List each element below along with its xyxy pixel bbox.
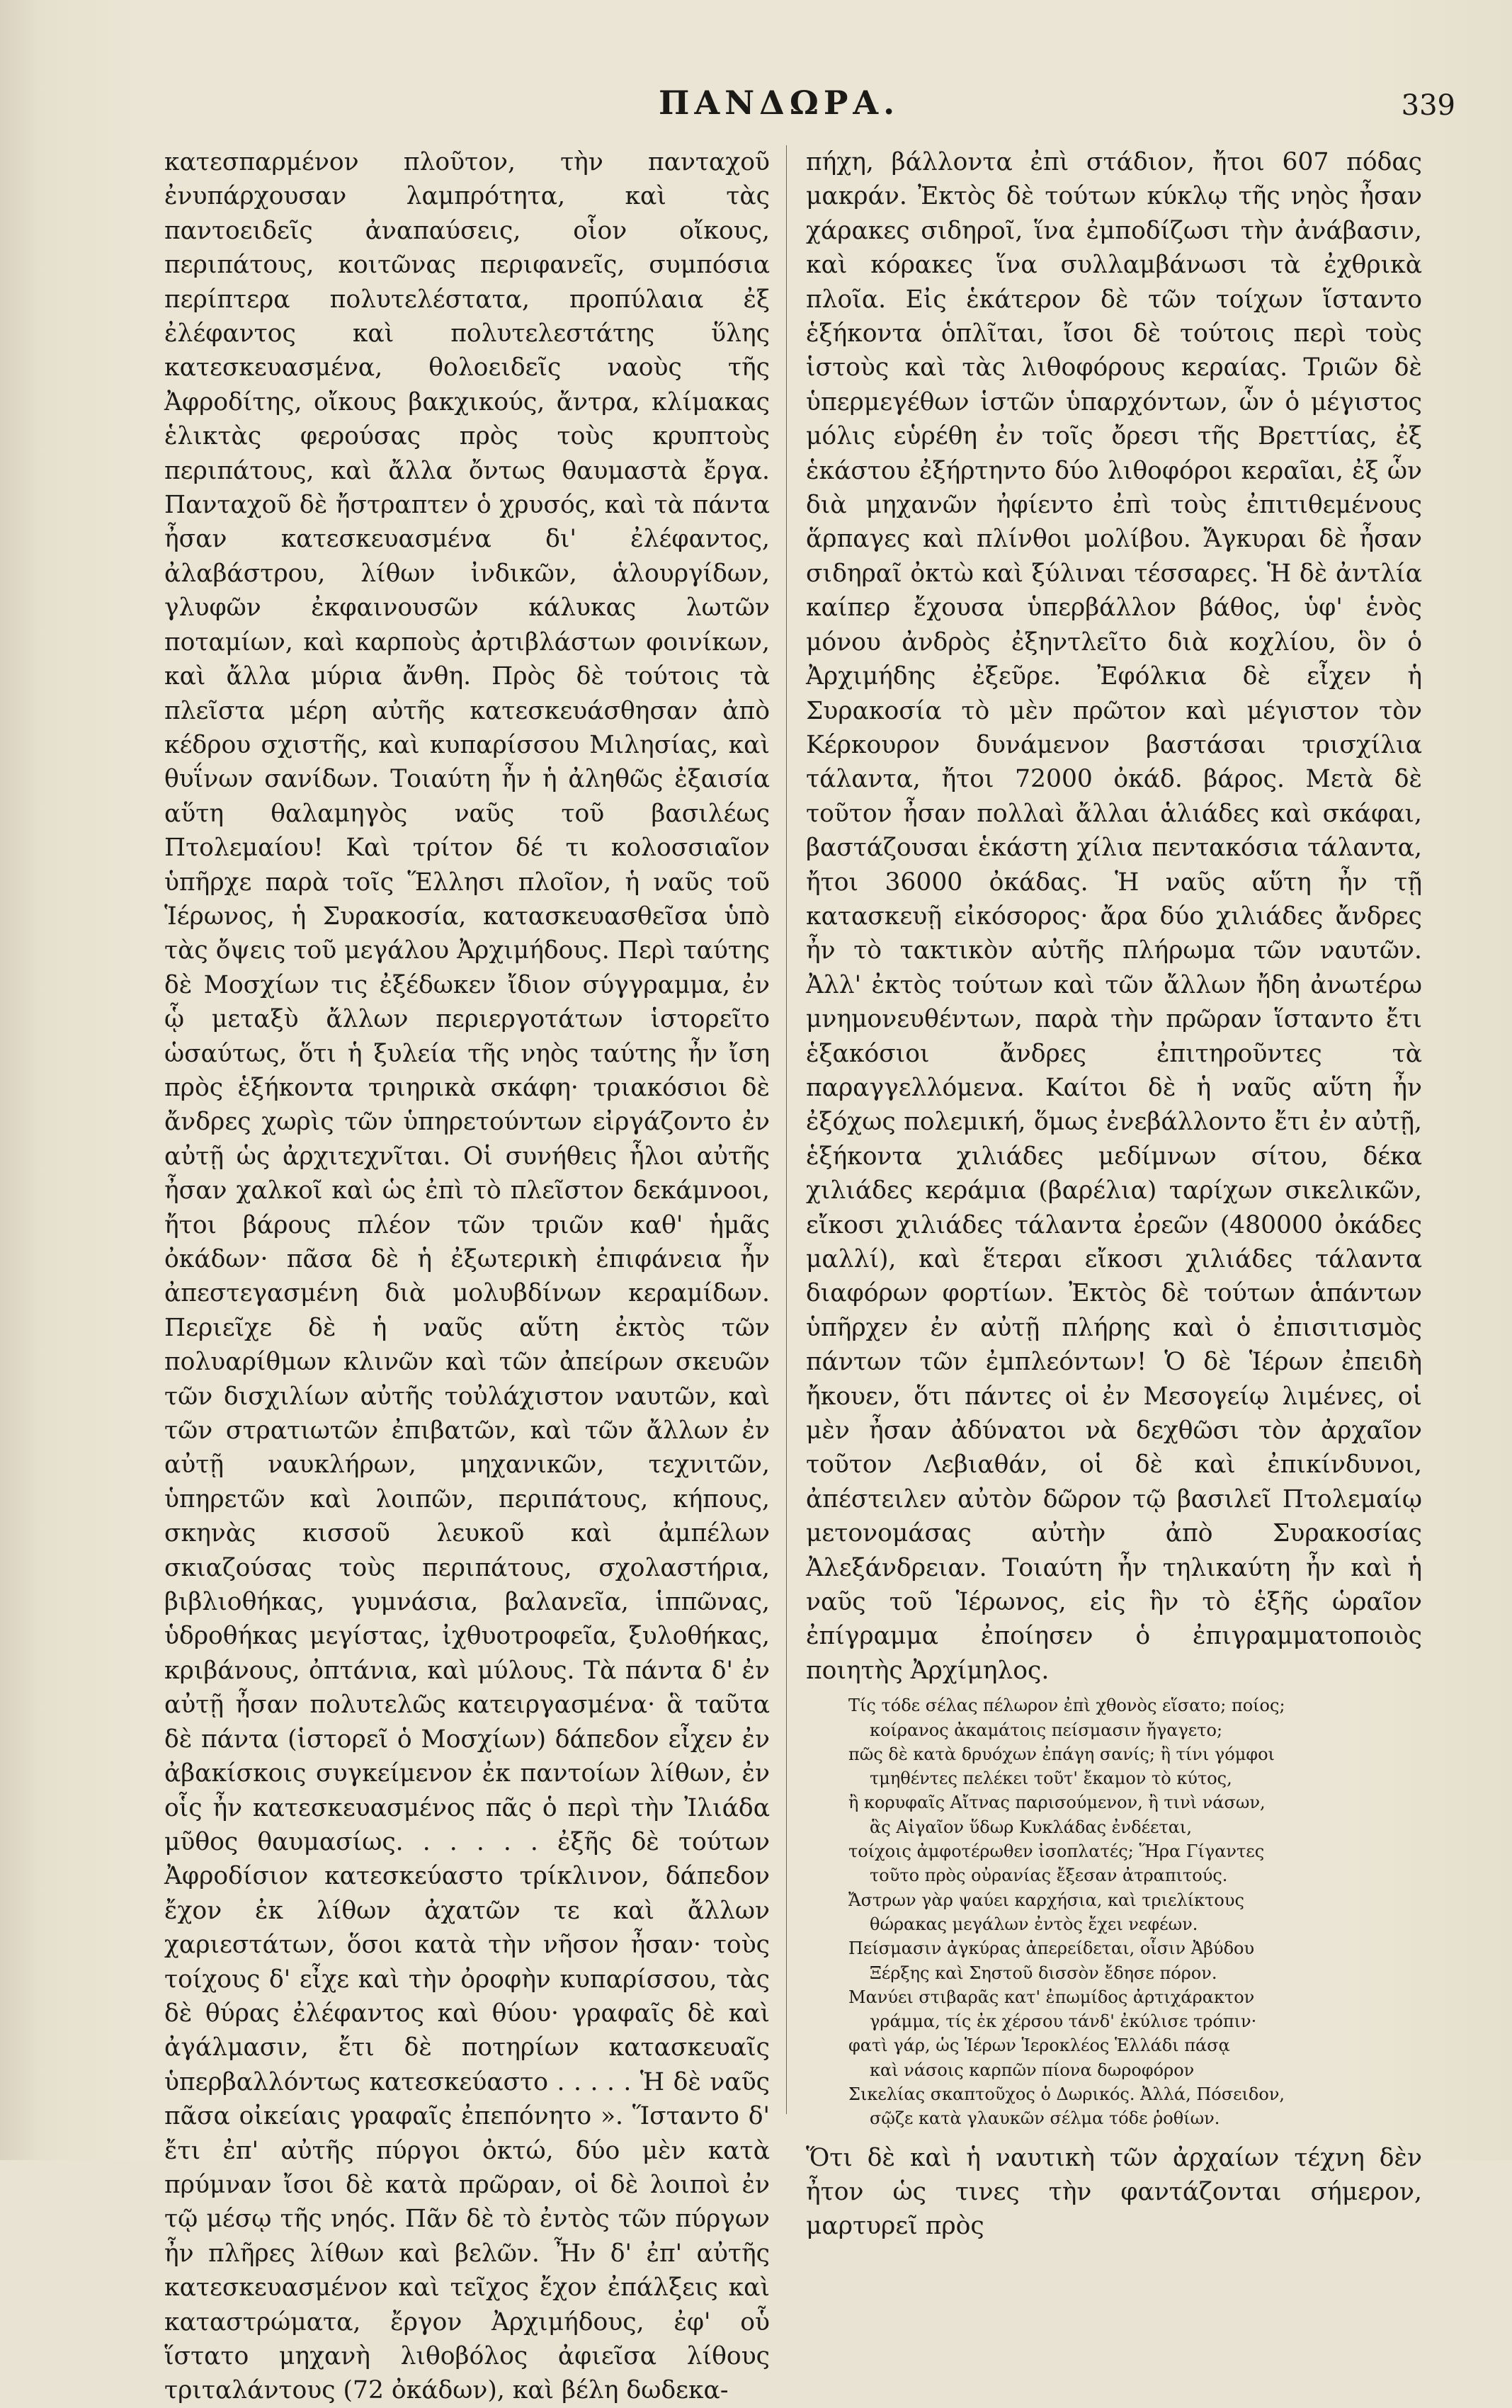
epigram [848,1693,1422,2130]
epigram-line: τμηθέντες πελέκει τοῦτ' ἔκαμον τὸ κύτος, [870,1768,1232,1789]
epigram-line: Μανύει στιβαρᾶς κατ' ἐπωμίδος ἀρτιχάρακτον [848,1987,1255,2007]
epigram-line: ἃς Αἰγαῖον ὕδωρ Κυκλάδας ἐνδέεται, [870,1817,1192,1837]
epigram-line: ἢ κορυφαῖς Αἴτνας παρισούμενον, ἢ τινὶ νάσων, [848,1793,1266,1813]
epigram-line: καὶ νάσοις καρπῶν πίονα δωροφόρον [870,2060,1195,2080]
running-title: ΠΑΝΔΩΡΑ. [659,84,900,122]
left-column [164,145,770,2408]
epigram-line: Ἄστρων γὰρ ψαύει καρχήσια, καὶ τριελίκτους [848,1890,1244,1910]
epigram-line: σῷζε κατὰ γλαυκῶν σέλμα τόδε ῥοθίων. [870,2108,1220,2129]
epigram-line: φατὶ γάρ, ὡς Ἱέρων Ἱεροκλέος Ἑλλάδι πάσᾳ [848,2035,1230,2056]
right-column-text: πήχη, βάλλοντα ἐπὶ στάδιον, ἤτοι 607 πόδας μακράν. Ἐκτὸς δὲ τούτων κύκλῳ τῆς νηὸς ἦσαν χάρακες σιδηροῖ, ἵνα ἐμποδίζωσι τὴν ἀνάβασιν, καὶ κόρακες ἵνα συλλαμβάνωσι τὰ ἐχθρικὰ πλοῖα. Εἰς ἑκάτερον δὲ τῶν τοίχων ἵσταντο ἑξήκοντα ὁπλῖται, ἴσοι δὲ τούτοις περὶ τοὺς ἱστοὺς καὶ τὰς λιθοφόρους κεραίας. Τριῶν δὲ ὑπερμεγέθων ἱστῶν ὑπαρχόντων, ὧν ὁ μέγιστος μόλις εὑρέθη ἐν τοῖς ὄρεσι τῆς Βρεττίας, ἐξ ἑκάστου ἐξήρτηντο δύο λιθοφόροι κεραῖαι, ἐξ ὧν διὰ μηχανῶν ἠφίεντο ἐπὶ τοὺς ἐπιτιθεμένους ἅρπαγες καὶ πλίνθοι μολίβου. Ἄγκυραι δὲ ἦσαν σιδηραῖ ὀκτὼ καὶ ξύλιναι τέσσαρες. Ἡ δὲ ἀντλία καίπερ ἔχουσα ὑπερβάλλον βάθος, ὑφ' ἑνὸς μόνου ἀνδρὸς ἐξηντλεῖτο διὰ κοχλίου, ὃν ὁ Ἀρχιμήδης ἐξεῦρε. Ἐφόλκια δὲ εἶχεν ἡ Συρακοσία τὸ μὲν πρῶτον καὶ μέγιστον τὸν Κέρκουρον δυνάμενον βαστάσαι τρισχίλια τάλαντα, ἤτοι 72000 ὀκάδ. βάρος. Μετὰ δὲ τοῦτον ἦσαν πολλαὶ ἄλλαι ἁλιάδες καὶ σκάφαι, βαστάζουσαι ἑκάστη χίλια πεντακόσια τάλαντα, ἤτοι 36000 ὀκάδας. Ἡ ναῦς αὕτη ἦν τῇ κατασκευῇ εἰκόσορος· ἄρα δύο χιλιάδες ἄνδρες ἦν τὸ τακτικὸν αὐτῆς πλήρωμα τῶν ναυτῶν. Ἀλλ' ἐκτὸς τούτων καὶ τῶν ἄλλων ἤδη ἀνωτέρω μνημονευθέντων, παρὰ τὴν πρῶραν ἵσταντο ἔτι ἑξακόσιοι ἄνδρες ἐπιτηροῦντες τὰ παραγγελλόμενα. Καίτοι δὲ ἡ ναῦς αὕτη ἦν ἐξόχως πολεμική, ὅμως ἐνεβάλλοντο ἔτι ἐν αὐτῇ, ἑξήκοντα χιλιάδες μεδίμνων σίτου, δέκα χιλιάδες κεράμια (βαρέλια) ταρίχων σικελικῶν, εἴκοσι χιλιάδες τάλαντα ἐρεῶν (480000 ὀκάδες μαλλί), καὶ ἕτεραι εἴκοσι χιλιάδες τάλαντα διαφόρων φορτίων. Ἐκτὸς δὲ τούτων ἁπάντων ὑπῆρχεν ἐν αὐτῇ πλήρης καὶ ὁ ἐπισιτισμὸς πάντων τῶν ἐμπλεόντων! Ὁ δὲ Ἱέρων ἐπειδὴ ἤκουεν, ὅτι πάντες οἱ ἐν Μεσογείῳ λιμένες, οἱ μὲν ἦσαν ἀδύνατοι νὰ δεχθῶσι τὸν ἀρχαῖον τοῦτον Λεβιαθάν, οἱ δὲ καὶ ἐπικίνδυνοι, ἀπέστειλεν αὐτὸν δῶρον τῷ βασιλεῖ Πτολεμαίῳ μετονομάσας αὐτὴν ἀπὸ Συρακοσίας Ἀλεξάνδρειαν. Τοιαύτη ἦν τηλικαύτη ἦν καὶ ἡ ναῦς τοῦ Ἱέρωνος, εἰς ἣν τὸ ἑξῆς ὡραῖον ἐπίγραμμα ἐποίησεν ὁ ἐπιγραμματοποιὸς ποιητὴς Ἀρχίμηλος. [806,148,1422,1685]
left-column-text: κατεσπαρμένον πλοῦτον, τὴν πανταχοῦ ἐνυπάρχουσαν λαμπρότητα, καὶ τὰς παντοειδεῖς ἀναπαύσεις, οἷον οἴκους, περιπάτους, κοιτῶνας περιφανεῖς, συμπόσια περίπτερα πολυτελέστατα, προπύλαια ἐξ ἐλέφαντος καὶ πολυτελεστάτης ὕλης κατεσκευασμένα, θολοειδεῖς ναοὺς τῆς Ἀφροδίτης, οἴκους βακχικούς, ἄντρα, κλίμακας ἑλικτὰς φερούσας πρὸς τοὺς κρυπτοὺς περιπάτους, καὶ ἄλλα ὄντως θαυμαστὰ ἔργα. Πανταχοῦ δὲ ἤστραπτεν ὁ χρυσός, καὶ τὰ πάντα ἦσαν κατεσκευασμένα δι' ἐλέφαντος, ἀλαβάστρου, λίθων ἰνδικῶν, ἁλουργίδων, γλυφῶν ἐκφαινουσῶν κάλυκας λωτῶν ποταμίων, καὶ καρποὺς ἀρτιβλάστων φοινίκων, καὶ ἄλλα μύρια ἄνθη. Πρὸς δὲ τούτοις τὰ πλεῖστα μέρη αὐτῆς κατεσκευάσθησαν ἀπὸ κέδρου σχιστῆς, καὶ κυπαρίσσου Μιλησίας, καὶ θυΐνων σανίδων. Τοιαύτη ἦν ἡ ἀληθῶς ἐξαισία αὕτη θαλαμηγὸς ναῦς τοῦ βασιλέως Πτολεμαίου! Καὶ τρίτον δέ τι κολοσσιαῖον ὑπῆρχε παρὰ τοῖς Ἕλλησι πλοῖον, ἡ ναῦς τοῦ Ἱέρωνος, ἡ Συρακοσία, κατασκευασθεῖσα ὑπὸ τὰς ὄψεις τοῦ μεγάλου Ἀρχιμήδους. Περὶ ταύτης δὲ Μοσχίων τις ἐξέδωκεν ἴδιον σύγγραμμα, ἐν ᾧ μεταξὺ ἄλλων περιεργοτάτων ἱστορεῖτο ὡσαύτως, ὅτι ἡ ξυλεία τῆς νηὸς ταύτης ἦν ἴση πρὸς ἑξήκοντα τριηρικὰ σκάφη· τριακόσιοι δὲ ἄνδρες χωρὶς τῶν ὑπηρετούντων εἰργάζοντο ἐν αὐτῇ ὡς ἀρχιτεχνῖται. Οἱ συνήθεις ἧλοι αὐτῆς ἦσαν χαλκοῖ καὶ ὡς ἐπὶ τὸ πλεῖστον δεκάμνοοι, ἤτοι βάρους πλέον τῶν τριῶν καθ' ἡμᾶς ὀκάδων· πᾶσα δὲ ἡ ἐξωτερικὴ ἐπιφάνεια ἦν ἀπεστεγασμένη διὰ μολυβδίνων κεραμίδων. Περιεῖχε δὲ ἡ ναῦς αὕτη ἐκτὸς τῶν πολυαρίθμων κλινῶν καὶ τῶν ἀπείρων σκευῶν τῶν δισχιλίων αὐτῆς τοὐλάχιστον ναυτῶν, καὶ τῶν στρατιωτῶν ἐπιβατῶν, καὶ τῶν ἄλλων ἐν αὐτῇ ναυκλήρων, μηχανικῶν, τεχνιτῶν, ὑπηρετῶν καὶ λοιπῶν, περιπάτους, κήπους, σκηνὰς κισσοῦ λευκοῦ καὶ ἀμπέλων σκιαζούσας τοὺς περιπάτους, σχολαστήρια, βιβλιοθήκας, γυμνάσια, βαλανεῖα, ἱππῶνας, ὑδροθήκας μεγίστας, ἰχθυοτροφεῖα, ξυλοθήκας, κριβάνους, ὀπτάνια, καὶ μύλους. Τὰ πάντα δ' ἐν αὐτῇ ἦσαν πολυτελῶς κατειργασμένα· ἃ ταῦτα δὲ πάντα (ἱστορεῖ ὁ Μοσχίων) δάπεδον εἶχεν ἐν ἀβακίσκοις συγκείμενον ἐκ παντοίων λίθων, ἐν οἷς ἦν κατεσκευασμένος πᾶς ὁ περὶ τὴν Ἰλιάδα μῦθος θαυμασίως. . . . . . ἐξῆς δὲ τούτων Ἀφροδίσιον κατεσκεύαστο τρίκλινον, δάπεδον ἔχον ἐκ λίθων ἀχατῶν τε καὶ ἄλλων χαριεστάτων, ὅσοι κατὰ τὴν νῆσον ἦσαν· τοὺς τοίχους δ' εἶχε καὶ τὴν ὀροφὴν κυπαρίσσου, τὰς δὲ θύρας ἐλέφαντος καὶ θύου· γραφαῖς δὲ καὶ ἀγάλμασιν, ἔτι δὲ ποτηρίων κατασκευαῖς ὑπερβαλλόντως κατεσκεύαστο . . . . . Ἡ δὲ ναῦς πᾶσα οἰκείαις γραφαῖς ἐπεπόνητο ». Ἵσταντο δ' ἔτι ἐπ' αὐτῆς πύργοι ὀκτώ, δύο μὲν κατὰ πρύμναν ἴσοι δὲ κατὰ πρῶραν, οἱ δὲ λοιποὶ ἐν τῷ μέσῳ τῆς νηός. Πᾶν δὲ τὸ ἐντὸς τῶν πύργων ἦν πλῆρες λίθων καὶ βελῶν. Ἦν δ' ἐπ' αὐτῆς κατεσκευασμένον καὶ τεῖχος ἔχον ἐπάλξεις καὶ καταστρώματα, ἔργον Ἀρχιμήδους, ἐφ' οὗ ἵστατο μηχανὴ λιθοβόλος ἀφιεῖσα λίθους τριταλάντους (72 ὀκάδων), καὶ βέλη δωδεκα- [164,148,770,2405]
epigram-line: γράμμα, τίς ἐκ χέρσου τάνδ' ἐκύλισε τρόπιν· [870,2011,1257,2032]
right-column [806,145,1422,2244]
epigram-line: τοῦτο πρὸς οὐρανίας ἔξεσαν ἀτραπιτούς. [870,1865,1228,1886]
epigram-line: κοίρανος ἀκαμάτοις πείσμασιν ἤγαγετο; [870,1720,1223,1740]
epigram-line: Σικελίας σκαπτοῦχος ὁ Δωρικός. Ἀλλά, Πόσειδον, [848,2084,1285,2105]
epigram-line: Πείσμασιν ἀγκύρας ἀπερείδεται, οἷσιν Ἀβύδου [848,1938,1255,1959]
column-divider [786,145,787,2114]
epigram-line: τοίχοις ἀμφοτέρωθεν ἰσοπλατές; Ἥρα Γίγαντες [848,1841,1265,1862]
epigram-line: πῶς δὲ κατὰ δρυόχων ἐπάγη σανίς; ἢ τίνι γόμφοι [848,1744,1275,1764]
page-header [0,84,1512,140]
page-number: 339 [1401,89,1455,122]
epigram-line: Τίς τόδε σέλας πέλωρον ἐπὶ χθονὸς εἵσατο; ποίος; [848,1696,1285,1716]
epigram-line: θώρακας μεγάλων ἐντὸς ἔχει νεφέων. [870,1914,1198,1934]
epigram-line: Ξέρξης καὶ Σηστοῦ δισσὸν ἔδησε πόρον. [870,1963,1217,1983]
right-column-closing-text: Ὅτι δὲ καὶ ἡ ναυτικὴ τῶν ἀρχαίων τέχνη δὲν ἦτον ὡς τινες τὴν φαντάζονται σήμερον, μαρτυρεῖ πρὸς [806,2143,1422,2241]
